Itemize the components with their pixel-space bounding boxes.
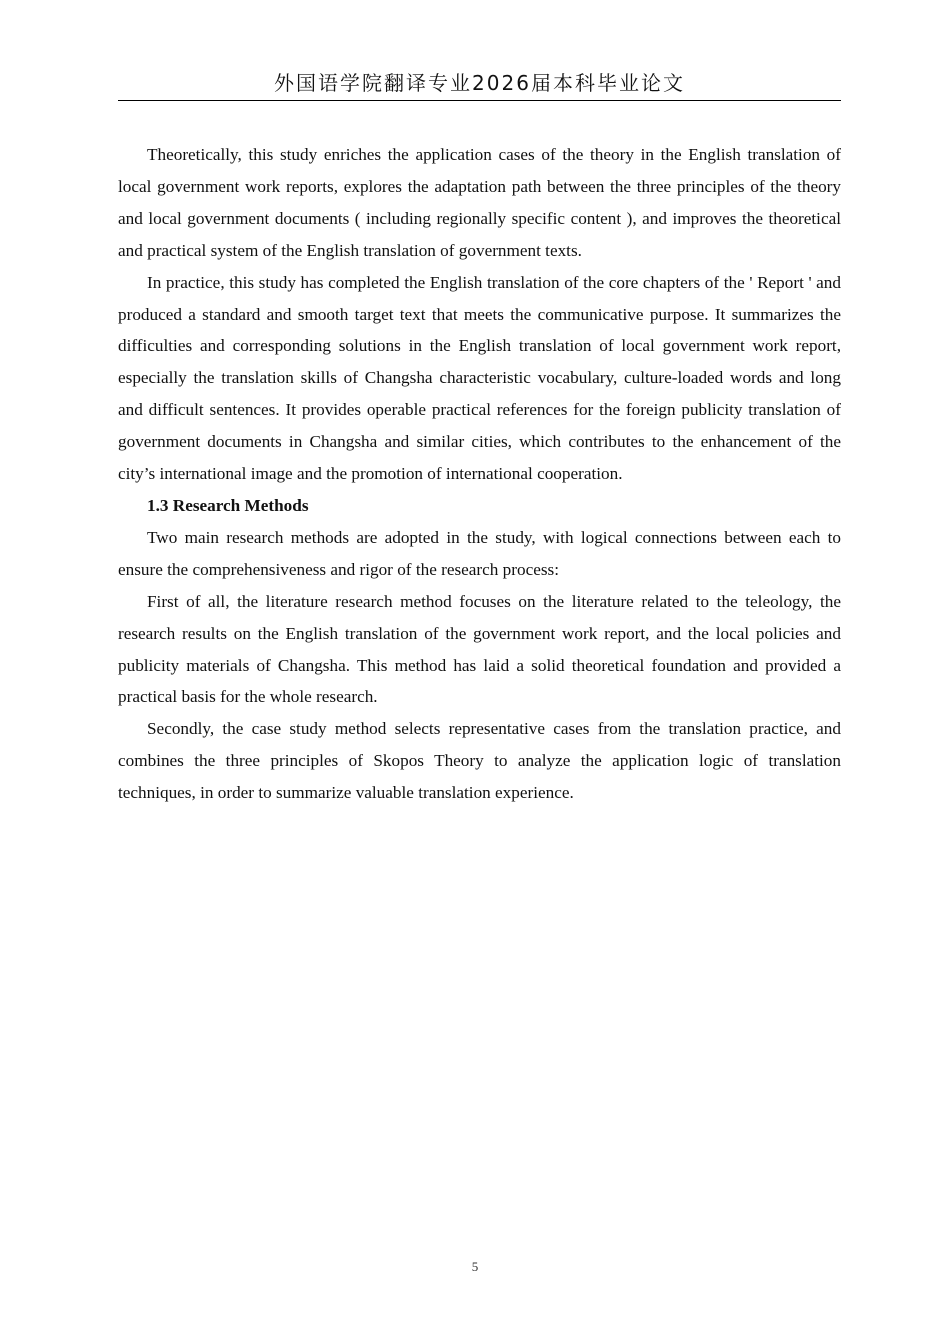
page-header <box>118 68 841 101</box>
paragraph-case-study-method: Secondly, the case study method selects representative cases from the translation practice, and combines the three principles of Skopos Theory to analyze the application logic of translation techniques, in order to summarize valuable translation experience. <box>118 719 841 803</box>
document-body <box>118 139 841 809</box>
page-number: 5 <box>471 1259 479 1274</box>
paragraph-practical-significance: In practice, this study has completed the English translation of the core chapters of the ' Report ' and produced a standard and smooth target text that meets the communicative purpose. It summarizes the difficulties and corresponding solutions in the English translation of local government work report, especially the translation skills of Changsha characteristic vocabulary, culture-loaded words and long and difficult sentences. It provides operable practical references for the foreign publicity translation of government documents in Changsha and similar cities, which contributes to the enhancement of the city’s international image and the promotion of international cooperation. <box>118 272 841 484</box>
section-heading-research-methods: 1.3 Research Methods <box>147 495 309 515</box>
header-title: 外国语学院翻译专业2026届本科毕业论文 <box>274 71 685 95</box>
paragraph-literature-method: First of all, the literature research method focuses on the literature related to the teleology, the research results on the English translation of the government work report, and the local policies and publicity materials of Changsha. This method has laid a solid theoretical foundation and provided a practical basis for the whole research. <box>118 591 841 707</box>
paragraph-methods-intro: Two main research methods are adopted in the study, with logical connections between each to ensure the comprehensiveness and rigor of the research process: <box>118 527 841 579</box>
paragraph-theoretical-significance: Theoretically, this study enriches the application cases of the theory in the English translation of local government work reports, explores the adaptation path between the three principles of the theory and local government documents ( including regionally specific content ), and improves the theoretical and practical system of the English translation of government texts. <box>118 145 841 260</box>
